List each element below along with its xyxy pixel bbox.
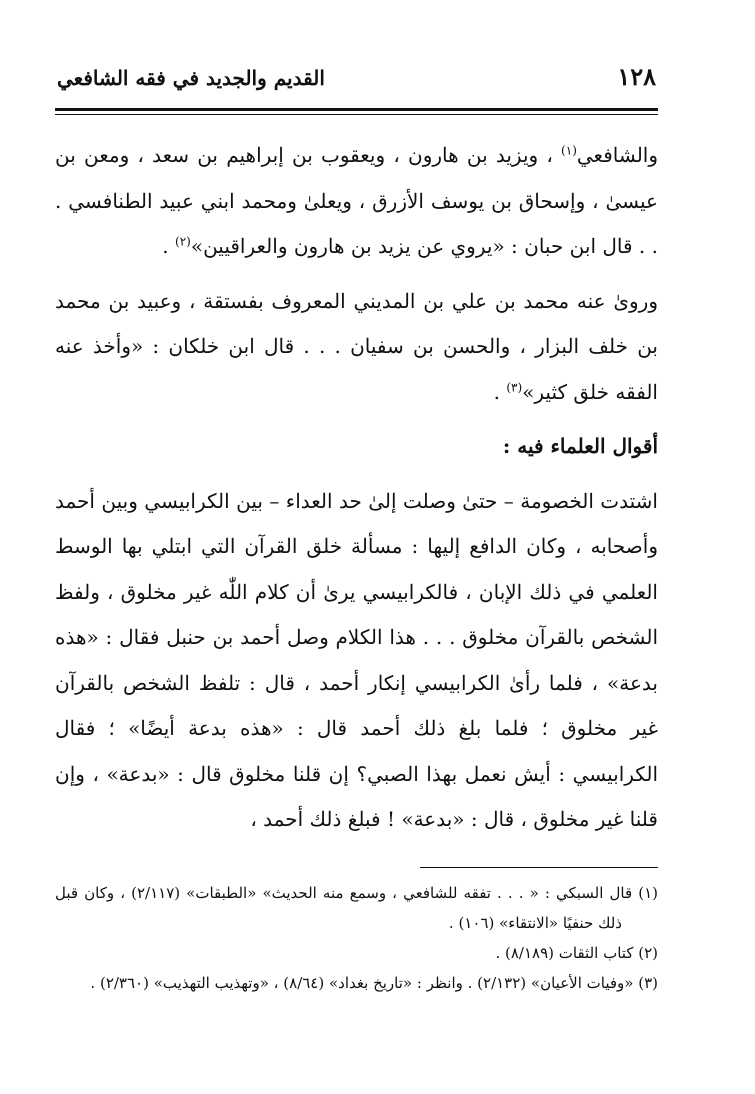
- text: .: [162, 234, 176, 258]
- paragraph-3: اشتدت الخصومة – حتىٰ وصلت إلىٰ حد العداء – بين الكرابيسي وبين أحمد وأصحابه ، وكان الدافع إليها : مسألة خلق القرآن التي ابتلي بها الوسط العلمي في ذلك الإبان ، فالكرابيسي يرىٰ أن كلام اللّٰه غير مخلوق ، ولفظ الشخص بالقرآن مخلوق . . . هذا الكلام وصل أحمد بن حنبل فقال : «هذه بدعة» ، فلما رأىٰ الكرابيسي إنكار أحمد ، قال : تلفظ الشخص بالقرآن غير مخلوق ؛ فلما بلغ ذلك أحمد قال : «هذه بدعة أيضًا» ؛ فقال الكرابيسي : أيش نعمل بهذا الصبي؟ إن قلنا مخلوق قال : «بدعة» ، وإن قلنا غير مخلوق ، قال : «بدعة» ! فبلغ ذلك أحمد ،: [55, 488, 658, 831]
- page-header: [55, 62, 658, 106]
- footnote-ref: (٣): [506, 379, 523, 394]
- footnote-1: (١) قال السبكي : « . . . تفقه للشافعي ، وسمع منه الحديث» «الطبقات» (٢/١١٧) ، وكان قبل ذلك حنفيًا «الانتقاء» (١٠٦) .: [55, 883, 658, 932]
- book-page: [55, 62, 658, 998]
- footnote-separator: [420, 867, 658, 868]
- running-title: القديم والجديد في فقه الشافعي: [57, 66, 325, 90]
- footnotes: [55, 878, 658, 998]
- header-rule-thick: [55, 108, 658, 111]
- footnote-2: (٢) كتاب الثقات (٨/١٨٩) .: [495, 943, 658, 962]
- paragraph-1: [55, 133, 658, 270]
- section-heading: أقوال العلماء فيه :: [502, 434, 658, 458]
- footnote-3: (٣) «وفيات الأعيان» (٢/١٣٢) . وانظر : «تاريخ بغداد» (٨/٦٤) ، «وتهذيب التهذيب» (٢/٣٦٠) .: [90, 973, 658, 992]
- header-rule-thin: [55, 114, 658, 115]
- text: والشافعي: [576, 143, 658, 167]
- text: ورو‌ىٰ عنه محمد بن علي بن المديني المعروف بفستقة ، وعبيد بن محمد بن خلف البزار ، والحسن بن سفيان . . . قال ابن خلكان : «وأخذ عنه الفقه خلق كثير»: [55, 288, 659, 404]
- page-number: ١٢٨: [617, 62, 656, 91]
- main-text: [55, 133, 658, 843]
- text: ، ويزيد بن هارون ، ويعقوب بن إبراهيم بن سعد ، ومعن بن عيسىٰ ، وإسحاق بن يوسف الأزرق ، ويعلىٰ ومحمد ابني عبيد الطنافسي . . . قال ابن حبان : «يروي عن يزيد بن هارون والعراقيين»: [55, 143, 658, 258]
- text: .: [493, 379, 507, 404]
- footnote-ref: (١): [561, 143, 577, 158]
- footnote-ref: (٢): [175, 234, 191, 249]
- paragraph-2: [55, 279, 658, 416]
